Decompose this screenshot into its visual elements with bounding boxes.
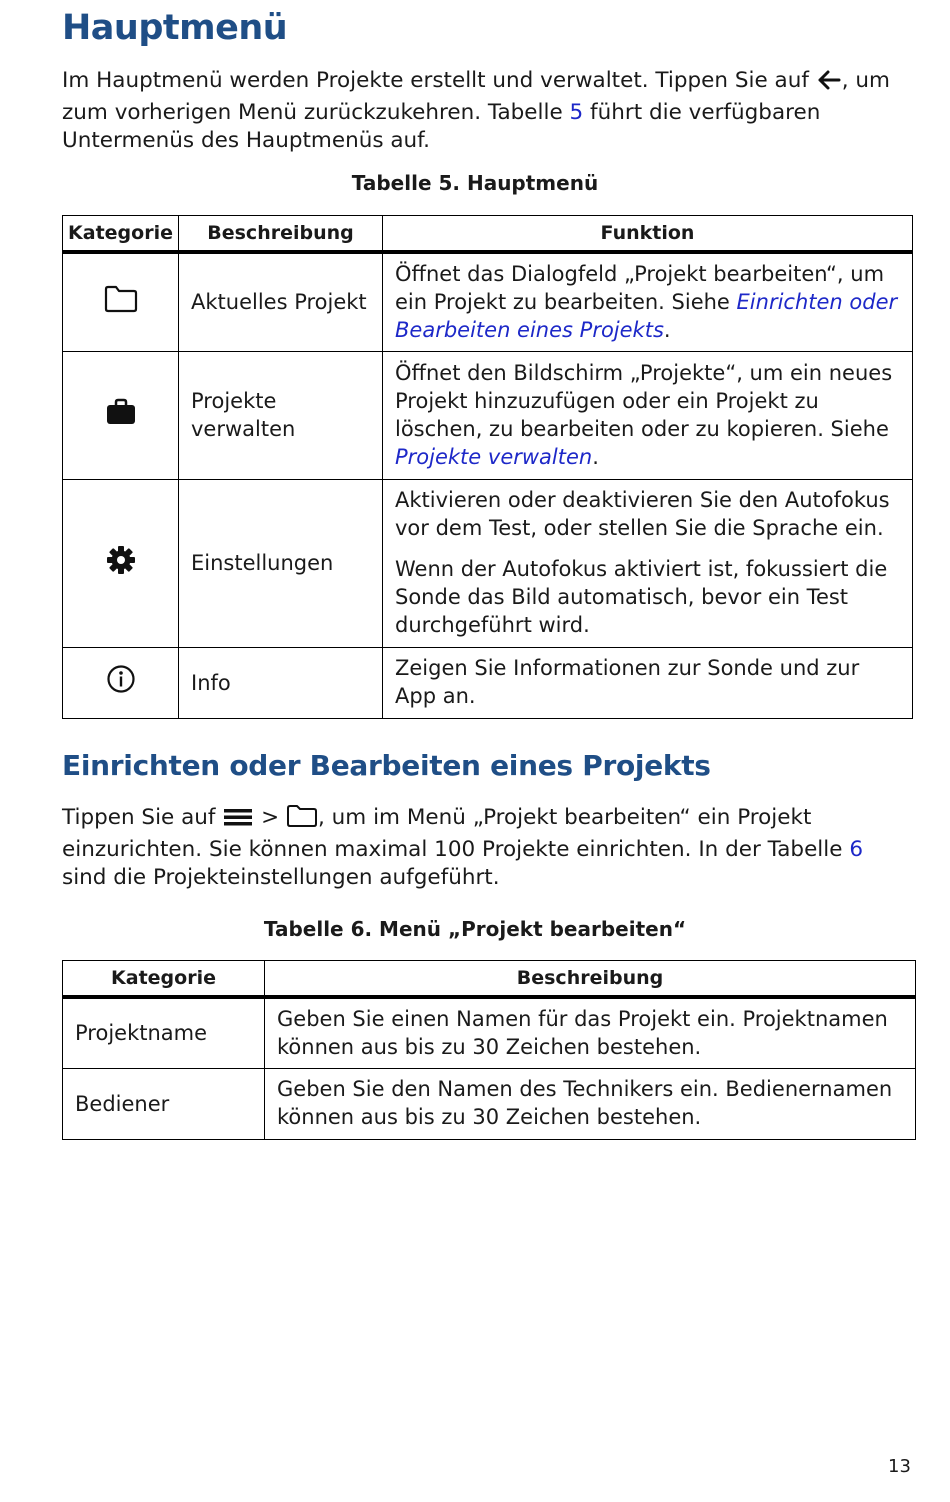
section-title-hauptmenu: Hauptmenü [62,8,288,48]
table-6-caption: Tabelle 6. Menü „Projekt bearbeiten“ [263,917,687,941]
briefcase-icon [105,407,137,431]
row-label: Projekte verwalten [179,351,383,479]
table-5-caption: Tabelle 5. Hauptmenü [351,171,599,195]
info-icon [106,675,136,699]
row-description: Geben Sie den Namen des Technikers ein. Bedienernamen können aus bis zu 30 Zeichen bestehen. [265,1068,916,1139]
folder-icon [103,295,139,319]
row-label: Aktuelles Projekt [179,252,383,351]
table-row [63,252,913,351]
row-function: Öffnet das Dialogfeld „Projekt bearbeiten“, um ein Projekt zu bearbeiten. Siehe Einrichten oder Bearbeiten eines Projekts. [383,252,913,351]
back-arrow-icon [816,69,842,99]
table-row [63,997,916,1068]
table-5-link[interactable]: 5 [569,100,584,125]
column-header: Funktion [383,216,913,253]
row-description: Geben Sie einen Namen für das Projekt ein. Projektnamen können aus bis zu 30 Zeichen bestehen. [265,997,916,1068]
row-function: Öffnet den Bildschirm „Projekte“, um ein neues Projekt hinzuzufügen oder ein Projekt zu löschen, zu bearbeiten oder zu kopieren. Siehe Projekte verwalten. [383,351,913,479]
folder-icon [286,804,318,836]
intro-paragraph: Im Hauptmenü werden Projekte erstellt und verwaltet. Tippen Sie auf , um zum vorherigen Menü zurückzukehren. Tabelle 5 führt die verfügbaren Untermenüs des Hauptmenüs auf. [62,68,890,153]
row-label: Projektname [63,997,265,1068]
section-title-einrichten: Einrichten oder Bearbeiten eines Projekts [62,749,711,782]
row-label: Einstellungen [179,479,383,647]
column-header: Beschreibung [265,961,916,998]
row-label: Bediener [63,1068,265,1139]
column-header: Beschreibung [179,216,383,253]
table-6-projekt-bearbeiten [62,960,916,1140]
table-header-row [63,961,916,998]
table-row [63,1068,916,1139]
page-number: 13 [888,1456,911,1477]
projekte-verwalten-link[interactable]: Projekte verwalten [395,444,593,469]
column-header: Kategorie [63,961,265,998]
table-5-hauptmenu [62,215,913,719]
row-function: Zeigen Sie Informationen zur Sonde und zur App an. [383,647,913,718]
table-row [63,647,913,718]
table-6-link[interactable]: 6 [849,837,863,862]
table-row [63,351,913,479]
row-label: Info [179,647,383,718]
gear-icon [106,556,136,580]
section2-paragraph: Tippen Sie auf > , um im Menü „Projekt bearbeiten“ ein Projekt einzurichten. Sie können maximal 100 Projekte einrichten. In der Tabelle 6 sind die Projekteinstellungen aufgeführt. [62,805,863,890]
einrichten-link[interactable]: Einrichten oder Bearbeiten eines Projekts [395,289,898,342]
table-header-row [63,216,913,253]
column-header: Kategorie [63,216,179,253]
hamburger-menu-icon [222,806,254,836]
table-row [63,479,913,647]
row-function: Aktivieren oder deaktivieren Sie den Autofokus vor dem Test, oder stellen Sie die Sprache ein. Wenn der Autofokus aktiviert ist, fokussiert die Sonde das Bild automatisch, bevor ein Test durchgeführt wird. [383,479,913,647]
